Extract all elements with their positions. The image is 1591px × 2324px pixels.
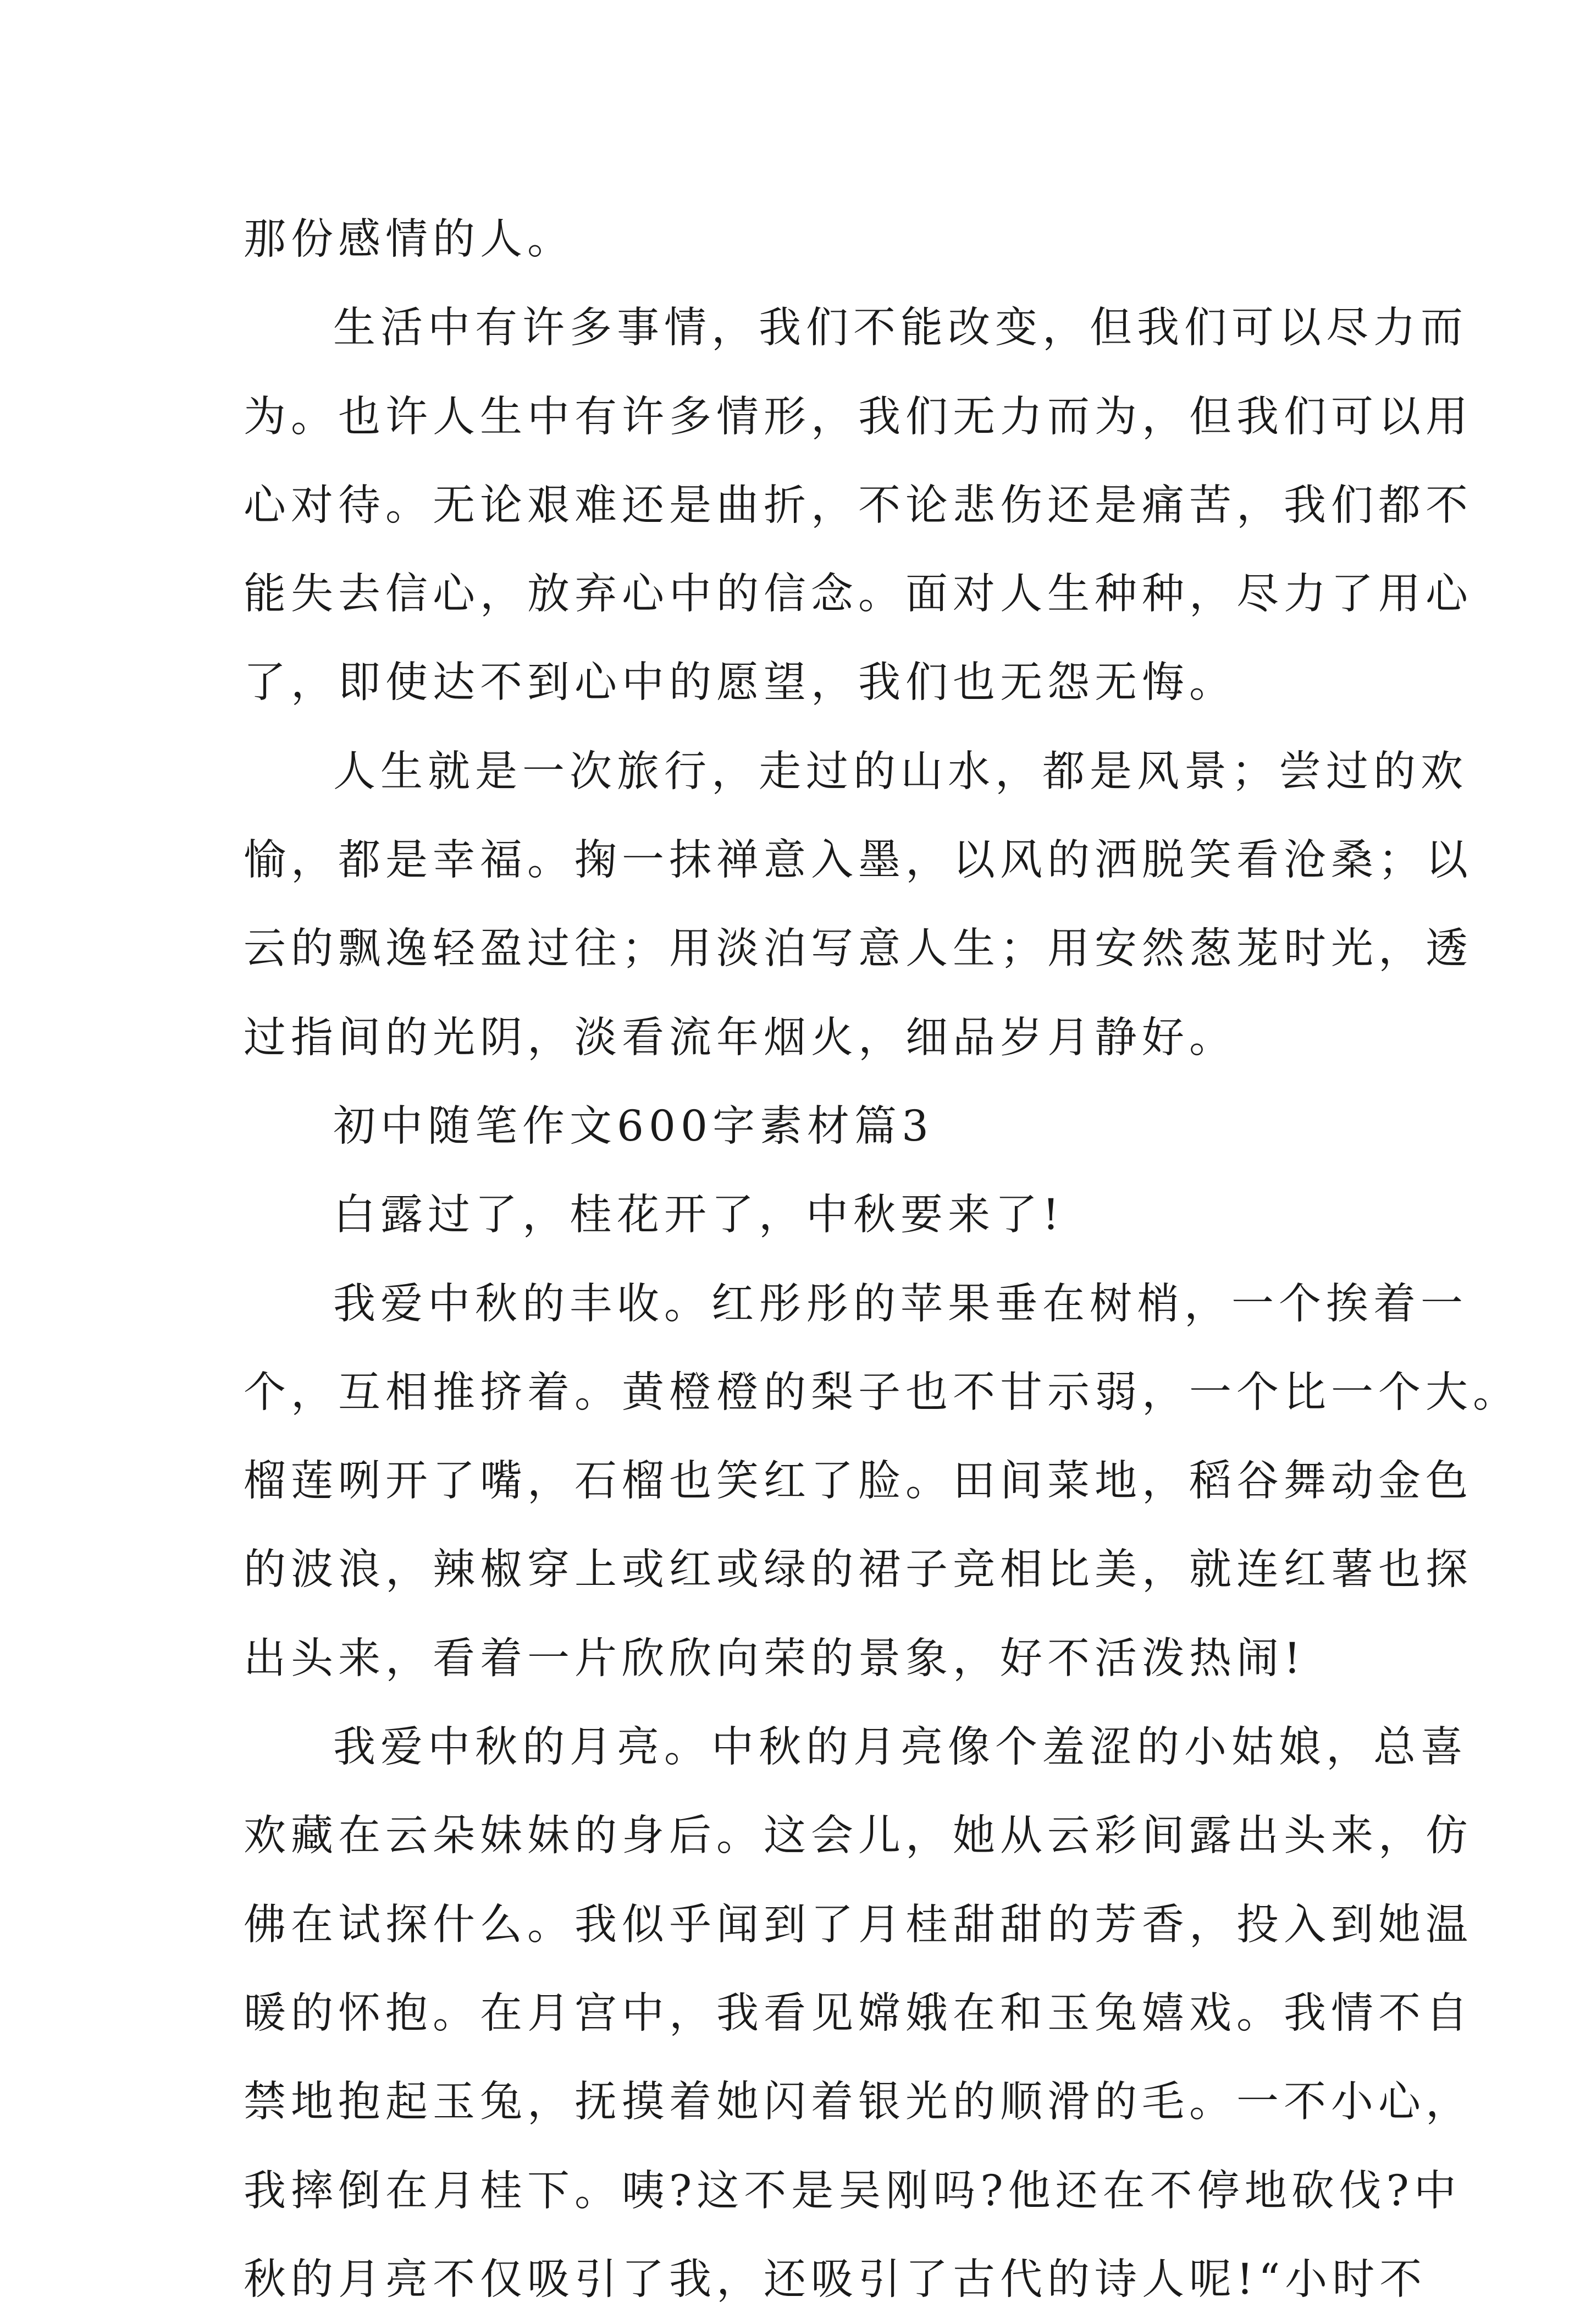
text-line: 我摔倒在月桂下。咦?这不是吴刚吗?他还在不停地砍伐?中	[244, 2166, 1461, 2216]
text-line: 我爱中秋的月亮。中秋的月亮像个羞涩的小姑娘，总喜	[333, 1723, 1468, 1772]
text-line: 佛在试探什么。我似乎闻到了月桂甜甜的芳香，投入到她温	[244, 1900, 1473, 1949]
text-line: 生活中有许多事情，我们不能改变，但我们可以尽力而	[333, 304, 1468, 353]
text-line: 欢藏在云朵妹妹的身后。这会儿，她从云彩间露出头来，仿	[244, 1811, 1473, 1861]
text-line: 能失去信心，放弃心中的信念。面对人生种种，尽力了用心	[244, 570, 1473, 619]
text-line: 暖的怀抱。在月宫中，我看见嫦娥在和玉兔嬉戏。我情不自	[244, 1989, 1473, 2038]
text-line: 那份感情的人。	[244, 215, 574, 264]
text-line: 禁地抱起玉兔，抚摸着她闪着银光的顺滑的毛。一不小心，	[244, 2078, 1473, 2127]
text-line: 的波浪，辣椒穿上或红或绿的裙子竞相比美，就连红薯也探	[244, 1545, 1473, 1595]
text-line: 秋的月亮不仅吸引了我，还吸引了古代的诗人呢!“小时不	[244, 2255, 1427, 2304]
text-line: 个，互相推挤着。黄橙橙的梨子也不甘示弱，一个比一个大。	[244, 1368, 1520, 1417]
text-line: 人生就是一次旅行，走过的山水，都是风景；尝过的欢	[333, 747, 1468, 796]
text-line: 愉，都是幸福。掬一抹禅意入墨，以风的洒脱笑看沧桑；以	[244, 836, 1473, 885]
text-line: 为。也许人生中有许多情形，我们无力而为，但我们可以用	[244, 392, 1473, 442]
text-line: 白露过了，桂花开了，中秋要来了!	[333, 1191, 1064, 1240]
text-line: 了，即使达不到心中的愿望，我们也无怨无悔。	[244, 658, 1236, 708]
text-line: 榴莲咧开了嘴，石榴也笑红了脸。田间菜地，稻谷舞动金色	[244, 1457, 1473, 1506]
text-line: 云的飘逸轻盈过往；用淡泊写意人生；用安然葱茏时光，透	[244, 924, 1473, 974]
document-body	[244, 195, 1520, 2324]
text-line: 心对待。无论艰难还是曲折，不论悲伤还是痛苦，我们都不	[244, 481, 1473, 530]
text-line: 我爱中秋的丰收。红彤彤的苹果垂在树梢，一个挨着一	[333, 1279, 1468, 1329]
text-line: 出头来，看着一片欣欣向荣的景象，好不活泼热闹!	[244, 1634, 1306, 1683]
text-line: 初中随笔作文600字素材篇3	[333, 1102, 933, 1151]
text-line: 过指间的光阴，淡看流年烟火，细品岁月静好。	[244, 1013, 1236, 1062]
